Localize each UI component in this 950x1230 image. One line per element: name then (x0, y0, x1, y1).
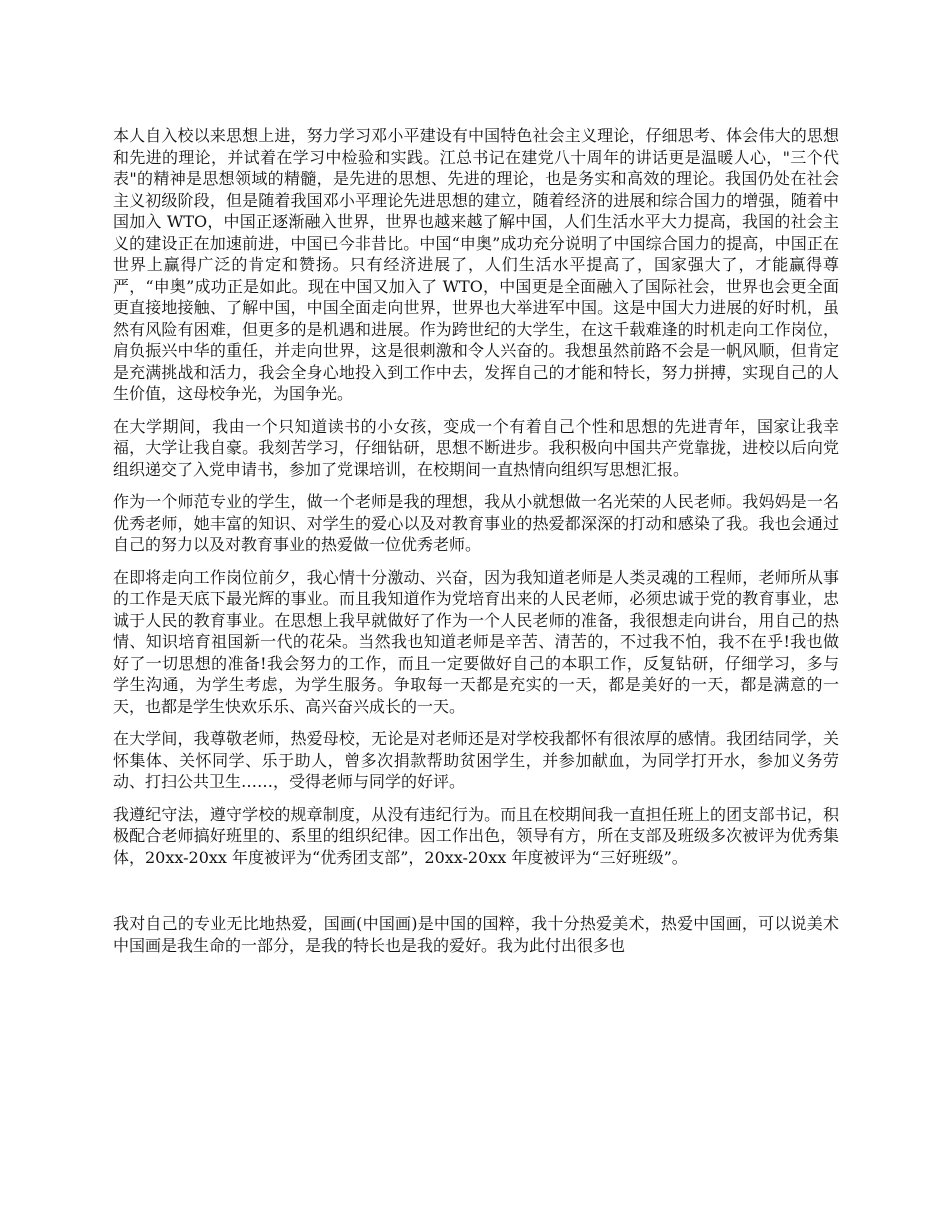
document-body (113, 125, 839, 967)
paragraph-2: 在大学期间，我由一个只知道读书的小女孩，变成一个有着自己个性和思想的先进青年，国家让我幸福，大学让我自豪。我刻苦学习，仔细钻研，思想不断进步。我积极向中国共产党靠拢，进校以后向党组织递交了入党申请书，参加了党课培训，在校期间一直热情向组织写思想汇报。 (113, 416, 839, 479)
paragraph-5: 在大学间，我尊敬老师，热爱母校，无论是对老师还是对学校我都怀有很浓厚的感情。我团结同学，关怀集体、关怀同学、乐于助人，曾多次捐款帮助贫困学生，并参加献血，为同学打开水，参加义务劳动、打扫公共卫生……，受得老师与同学的好评。 (113, 729, 839, 791)
paragraph-gap (113, 879, 839, 913)
paragraph-7: 我对自己的专业无比地热爱，国画(中国画)是中国的国粹，我十分热爱美术，热爱中国画，可以说美术中国画是我生命的一部分，是我的特长也是我的爱好。我为此付出很多也 (113, 914, 839, 955)
paragraph-4: 在即将走向工作岗位前夕，我心情十分激动、兴奋，因为我知道老师是人类灵魂的工程师，老师所从事的工作是天底下最光辉的事业。而且我知道作为党培育出来的人民老师，必须忠诚于党的教育事业，忠诚于人民的教育事业。在思想上我早就做好了作为一个人民老师的准备，我很想走向讲台，用自己的热情、知识培育祖国新一代的花朵。当然我也知道老师是辛苦、清苦的，不过我不怕，我不在乎!我也做好了一切思想的准备!我会努力的工作，而且一定要做好自己的本职工作，反复钻研，仔细学习，多与学生沟通，为学生考虑，为学生服务。争取每一天都是充实的一天，都是美好的一天，都是满意的一天，也都是学生快欢乐乐、高兴奋兴成长的一天。 (113, 567, 839, 716)
paragraph-3: 作为一个师范专业的学生，做一个老师是我的理想，我从小就想做一名光荣的人民老师。我妈妈是一名优秀老师，她丰富的知识、对学生的爱心以及对教育事业的热爱都深深的打动和感染了我。我也会通过自己的努力以及对教育事业的热爱做一位优秀老师。 (113, 492, 839, 554)
paragraph-1: 本人自入校以来思想上进，努力学习邓小平建设有中国特色社会主义理论，仔细思考、体会伟大的思想和先进的理论，并试着在学习中检验和实践。江总书记在建党八十周年的讲话更是温暖人心，"三个代表"的精神是思想领域的精髓，是先进的思想、先进的理论，也是务实和高效的理论。我国仍处在社会主义初级阶段，但是随着我国邓小平理论先进思想的建立，随着经济的进展和综合国力的增强，随着中国加入 WTO，中国正逐渐融入世界，世界也越来越了解中国，人们生活水平大力提高，我国的社会主义的建设正在加速前进，中国已今非昔比。中国“申奥”成功充分说明了中国综合国力的提高，中国正在世界上赢得广泛的肯定和赞扬。只有经济进展了，人们生活水平提高了，国家强大了，才能赢得尊严，“申奥”成功正是如此。现在中国又加入了 WTO，中国更是全面融入了国际社会，世界也会更全面更直接地接触、了解中国，中国全面走向世界，世界也大举进军中国。这是中国大力进展的好时机，虽然有风险有困难，但更多的是机遇和进展。作为跨世纪的大学生，在这千载难逢的时机走向工作岗位，肩负振兴中华的重任，并走向世界，这是很刺激和令人兴奋的。我想虽然前路不会是一帆风顺，但肯定是充满挑战和活力，我会全身心地投入到工作中去，发挥自己的才能和特长，努力拼搏，实现自己的人生价值，这母校争光，为国争光。 (113, 126, 839, 403)
paragraph-6: 我遵纪守法，遵守学校的规章制度，从没有违纪行为。而且在校期间我一直担任班上的团支部书记，积极配合老师搞好班里的、系里的组织纪律。因工作出色，领导有方，所在支部及班级多次被评为优秀集体，20xx-20xx 年度被评为“优秀团支部”，20xx-20xx 年度被评为“三好班级”。 (113, 804, 839, 867)
